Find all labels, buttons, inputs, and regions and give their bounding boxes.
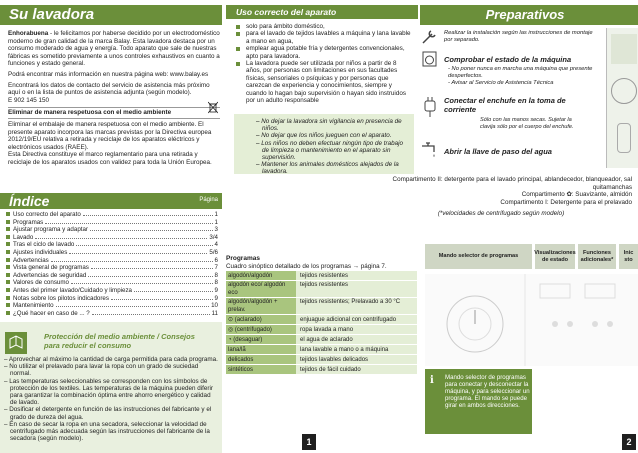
programs-title: Programas (226, 255, 260, 262)
program-row (226, 335, 417, 345)
toc-leader (69, 253, 207, 254)
env-block (0, 322, 222, 453)
info-icon: i (430, 375, 434, 386)
program-desc: ropa lavada a mano (296, 325, 417, 334)
program-desc: lana lavable a mano o a máquina (296, 345, 417, 354)
web-paragraph: Podrá encontrar más información en nuestra página web: www.balay.es (8, 70, 209, 78)
bullet-square-icon (6, 288, 10, 292)
bullet-square-icon (236, 25, 240, 29)
toc-leader (35, 238, 207, 239)
prep-plug-note: Sólo con las manos secas. Sujetar la clavija sólo por el cuerpo del enchufe. (480, 117, 574, 130)
env-tip: – No utilizar el prelavado para lavar la ropa con un grado de suciedad normal. (4, 363, 199, 378)
program-desc: tejidos resistentes; Prelavado a 30 °C (296, 298, 417, 314)
bullet-square-icon (6, 220, 10, 224)
uso-warning-list (256, 118, 406, 176)
prep-water-title: Abrir la llave de paso del agua (444, 147, 552, 156)
programs-subtitle: Cuadro sinóptico detallado de los programas → página 7. (226, 262, 387, 270)
toc-page: 7 (214, 264, 218, 272)
toc-leader (91, 268, 213, 269)
header-functions: Funciones adicionales* (578, 244, 616, 269)
env-tip: – Las temperaturas seleccionables se corresponden con los símbolos de protección de los textiles. Las temperaturas de la máquina pueden diferir para garantizar la combinación óptima entre ahorro energético y calidad de lavado. (4, 377, 214, 407)
toc-leader (76, 245, 212, 246)
header-selector: Mando selector de programas (425, 244, 532, 269)
uso-item-text: para el lavado de tejidos lavables a máquina y lana lavable a mano en agua, (246, 30, 411, 45)
toc-item[interactable] (6, 264, 218, 272)
env-title: Protección del medio ambiente / Consejos para reducir el consumo (44, 332, 195, 350)
uso-item-text: solo para ámbito doméstico, (246, 23, 325, 30)
toc-leader (92, 314, 210, 315)
toc-page: 3/4 (209, 233, 218, 241)
index-title-bar (0, 193, 222, 209)
bullet-square-icon (6, 311, 10, 315)
machine-door (611, 78, 637, 104)
toc-leader (71, 283, 213, 284)
page-number-right: 2 (622, 434, 636, 450)
toc-item[interactable] (6, 287, 218, 295)
programs-table (226, 271, 417, 375)
phone-number: E 902 145 150 (8, 96, 49, 104)
spin-note: (*velocidades de centrifugado según modelo) (437, 210, 565, 218)
intro-text: - le felicitamos por haberse decidido por un electrodoméstico moderno de gran calidad de la marca Balay. Esta lavadora destaca por un consumo moderado de agua y energía. Todo aparato que sale de nuestras fábricas es sometido previamente a unos controles exhaustivos en cuanto a funciones y estado general. (8, 30, 220, 68)
programs-section (226, 255, 421, 453)
program-row (226, 355, 417, 365)
toc-page: 6 (214, 256, 218, 264)
uso-title: Uso correcto del aparato (236, 7, 337, 17)
index-page-label: Página (199, 197, 218, 203)
program-desc: tejidos de fácil cuidado (296, 365, 417, 374)
toc-page: 9 (214, 286, 218, 294)
wrench-icon (420, 28, 440, 46)
bullet-square-icon (236, 32, 240, 36)
intro-block (8, 30, 220, 170)
check-item: - Avisar al Servicio de Asistencia Técnica (448, 79, 554, 86)
header-status: Visualizaciones de estado (535, 244, 575, 269)
bullet-square-icon (6, 242, 10, 246)
toc-page: 1 (214, 211, 218, 218)
toc-list (6, 211, 218, 317)
uso-section (226, 0, 418, 175)
env-tip: – Aprovechar al máximo la cantidad de carga permitida para cada programa. (4, 356, 218, 363)
toc-label: Valores de consumo (13, 279, 69, 287)
comp-1: Compartimento I: Detergente para el prelavado (500, 198, 632, 206)
bullet-square-icon (6, 303, 10, 307)
toc-leader (51, 261, 213, 262)
bullet-square-icon (6, 296, 10, 300)
check-item: - No poner nunca en marcha una máquina que presente desperfectos. (448, 66, 593, 79)
toc-leader (83, 215, 213, 216)
toc-label: Lavado (13, 233, 34, 241)
toc-label: Advertencias (13, 256, 49, 264)
contact-text: Encontrará los datos de contacto del servicio de asistencia más próximo aquí o en la lista de puntos de asistencia adjunta (según modelo). (8, 81, 210, 97)
toc-label: ¿Qué hacer en caso de ... ? (13, 309, 90, 317)
program-desc: tejidos resistentes (296, 281, 417, 297)
bullet-square-icon (6, 273, 10, 277)
toc-label: Tras el ciclo de lavado (13, 241, 75, 249)
uso-item (236, 45, 411, 60)
toc-leader (134, 291, 213, 292)
selector-note-box (425, 369, 532, 434)
toc-leader (88, 276, 212, 277)
prep-title: Preparativos (485, 7, 565, 22)
toc-page: 8 (214, 279, 218, 287)
bullet-square-icon (236, 47, 240, 51)
disposal-title: Eliminar de manera respetuosa con el medio ambiente (8, 107, 220, 119)
program-row (226, 271, 417, 281)
toc-item[interactable] (6, 310, 218, 318)
toc-label: Antes del primer lavado/Cuidado y limpieza (13, 286, 132, 294)
program-name: ◎ (centrifugado) (226, 325, 296, 334)
prep-title-bar (420, 5, 630, 25)
program-name: delicados (226, 355, 296, 364)
prep-check-title: Comprobar el estado de la máquina (444, 55, 572, 64)
program-name: lana/lã (226, 345, 296, 354)
toc-label: Ajustes individuales (13, 248, 68, 256)
warning-item: – Los niños no deben efectuar ningún tipo de trabajo de limpieza o mantenimiento en el aparato sin supervisión. (256, 139, 404, 162)
intro-paragraph (8, 30, 220, 68)
toc-page: 1 (214, 218, 218, 226)
prep-tab-marker (630, 5, 638, 25)
comp-2: Compartimento II: detergente para el lavado principal, ablandecedor, blanqueador, sal quitamanchas (392, 176, 632, 191)
page-number-left: 1 (302, 434, 316, 450)
compartments (300, 176, 632, 238)
program-name: ◔ (desaguar) (226, 335, 296, 344)
program-name: algodón eco/ algodón eco (226, 281, 296, 297)
bullet-square-icon (6, 227, 10, 231)
toc-item[interactable] (6, 302, 218, 310)
program-row (226, 315, 417, 325)
left-title-bar (0, 5, 222, 25)
env-tips (4, 356, 218, 442)
toc-item[interactable] (6, 295, 218, 303)
uso-warning-box (234, 114, 414, 174)
toc-label: Notas sobre los pilotos indicadores (13, 294, 109, 302)
warning-item: – Mantener los animales domésticos alejados de la lavadora. (256, 161, 399, 176)
program-name: algodón/algodón (226, 271, 296, 280)
program-dial-drawing (425, 274, 638, 366)
uso-list (236, 23, 411, 104)
machine-image (606, 28, 638, 168)
toc-item[interactable] (6, 257, 218, 265)
prep-install-text: Realizar la instalación según las instrucciones de montaje por separado. (444, 30, 593, 43)
index-title: Índice (9, 193, 50, 209)
program-row (226, 365, 417, 375)
prep-plug-title: Conectar el enchufe en la toma de corriente (444, 96, 566, 114)
bullet-square-icon (6, 235, 10, 239)
bullet-square-icon (6, 280, 10, 284)
env-tip: – En caso de secar la ropa en una secadora, seleccionar la velocidad de centrifugado más adecuada según las instrucciones del fabricante de la secadora (según modelo). (4, 420, 210, 443)
env-icon-box (5, 332, 27, 354)
program-desc: tejidos resistentes (296, 271, 417, 280)
uso-item (236, 23, 411, 30)
bullet-square-icon (6, 250, 10, 254)
toc-item[interactable] (6, 211, 218, 219)
contact-paragraph (8, 82, 220, 105)
toc-item[interactable] (6, 249, 218, 257)
program-name: algodón/algodón + prelav. (226, 298, 296, 314)
toc-leader (45, 223, 212, 224)
check-icon (420, 50, 440, 68)
toc-label: Uso correcto del aparato (13, 211, 81, 218)
page-title: Su lavadora (9, 6, 95, 23)
toc-label: Ajustar programa y adaptar (13, 226, 88, 234)
env-header (0, 328, 222, 354)
prep-section (420, 0, 638, 175)
prep-check-list (448, 66, 598, 86)
program-desc: tejidos lavables delicados (296, 355, 417, 364)
control-panel-area (425, 244, 638, 434)
toc-item[interactable] (6, 279, 218, 287)
program-desc: el agua de aclarado (296, 335, 417, 344)
warning-item: – No dejar la lavadora sin vigilancia en presencia de niños. (256, 118, 402, 133)
program-row (226, 345, 417, 355)
toc-page: 9 (214, 294, 218, 302)
uso-item-text: emplear agua potable fría y detergentes convencionales, apto para lavadora. (246, 45, 405, 60)
uso-item-text: La lavadora puede ser utilizada por niños a partir de 8 años, por personas con limitaciones en sus facultades físicas, sensoriales o psíquicas y por personas que carezcan de experiencia y conocimientos, siempre y cuando lo hagan bajo supervisión o hayan sido instruidos por un adulto responsable (246, 60, 406, 105)
uso-title-bar (226, 5, 418, 19)
toc-item[interactable] (6, 241, 218, 249)
waste-bin-icon (208, 101, 218, 117)
program-row (226, 325, 417, 335)
toc-label: Mantenimiento (13, 302, 54, 310)
toc-page: 3 (214, 226, 218, 234)
toc-page: 5/6 (209, 248, 218, 256)
program-desc: enjuague adicional con centrifugado (296, 315, 417, 324)
bullet-square-icon (6, 265, 10, 269)
toc-label: Programas (13, 218, 44, 226)
env-tip: – Dosificar el detergente en función de las instrucciones del fabricante y el grado de dureza del agua. (4, 406, 212, 421)
toc-item[interactable] (6, 272, 218, 280)
toc-item[interactable] (6, 234, 218, 242)
panel-illustration (425, 274, 638, 366)
toc-leader (56, 306, 210, 307)
header-start: Inic sto (619, 244, 638, 269)
bullet-square-icon (236, 62, 240, 66)
toc-leader (111, 299, 213, 300)
disposal-text: Eliminar el embalaje de manera respetuosa con el medio ambiente. El presente aparato incorpora las marcas previstas por la Directiva europea 2012/19/EU relativa a retirada y reciclaje de los aparatos eléctricos y electrónicos usados (RAEE). Esta Directiva constituye el marco reglamentario para una retirada y reciclaje de los aparatos usados con validez para toda la Unión Europea. (8, 120, 212, 166)
machine-hose (617, 123, 631, 153)
program-name: ⊙ (aclarado) (226, 315, 296, 324)
leaf-book-icon (8, 335, 24, 354)
tap-icon (420, 140, 440, 160)
machine-panel (611, 34, 637, 64)
program-row (226, 281, 417, 298)
toc-leader (90, 230, 213, 231)
bullet-square-icon (6, 212, 10, 216)
intro-bold: Enhorabuena (8, 30, 49, 37)
toc-label: Vista general de programas (13, 264, 89, 272)
bullet-square-icon (6, 258, 10, 262)
selector-note: Mando selector de programas para conectar y desconectar la máquina, y para seleccionar un programa. El mando se puede girar en ambos direcciones. (445, 374, 530, 409)
toc-page: 11 (211, 309, 218, 317)
program-row (226, 298, 417, 315)
toc-item[interactable] (6, 219, 218, 227)
plug-icon (420, 96, 440, 118)
toc-page: 4 (214, 241, 218, 249)
toc-label: Advertencias de seguridad (13, 271, 87, 279)
program-name: sintéticos (226, 365, 296, 374)
toc-page: 8 (214, 271, 218, 279)
uso-item (236, 60, 411, 104)
toc-page: 10 (211, 302, 218, 310)
toc-item[interactable] (6, 226, 218, 234)
uso-item (236, 30, 411, 45)
comp-softener: Compartimento ✿: Suavizante, almidón (521, 191, 632, 199)
warning-item: – No dejar que los niños jueguen con el aparato. (256, 132, 392, 140)
